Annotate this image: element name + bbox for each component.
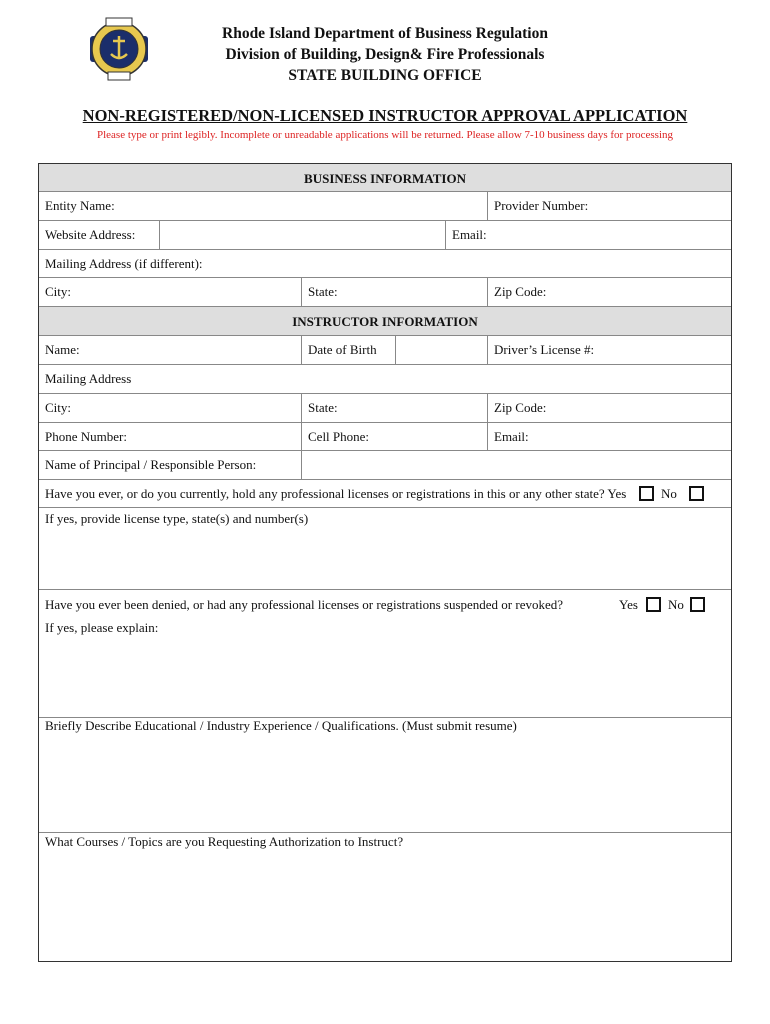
provider-number-field[interactable]: Provider Number: — [487, 192, 731, 220]
denied-yes-label: Yes — [619, 597, 638, 612]
principal-label: Name of Principal / Responsible Person: — [45, 457, 257, 472]
courses-area[interactable] — [39, 833, 731, 961]
cell-phone-field[interactable]: Cell Phone: — [301, 423, 487, 450]
qualifications-label: Briefly Describe Educational / Industry Experience / Qualifications. (Must submit resume) — [45, 718, 517, 733]
instructor-mailing-field[interactable]: Mailing Address — [45, 371, 132, 386]
license-no-label: No — [661, 486, 677, 501]
business-mailing-row — [39, 250, 731, 278]
instructor-city-row — [39, 394, 731, 423]
instructor-name-row — [39, 336, 731, 365]
denied-no-checkbox[interactable] — [690, 597, 705, 612]
form-title: NON-REGISTERED/NON-LICENSED INSTRUCTOR APPROVAL APPLICATION — [82, 106, 688, 125]
license-details-label: If yes, provide license type, state(s) and number(s) — [45, 511, 309, 526]
license-question-row — [39, 480, 731, 508]
denied-no-label: No — [668, 597, 684, 612]
qualifications-area[interactable] — [39, 718, 731, 833]
business-mailing-field[interactable]: Mailing Address (if different): — [45, 256, 203, 271]
license-yes-checkbox[interactable] — [639, 486, 654, 501]
business-section-header — [39, 164, 731, 192]
instructor-name-field[interactable]: Name: — [45, 342, 80, 357]
instructor-phone-row — [39, 423, 731, 451]
denied-yes-checkbox[interactable] — [646, 597, 661, 612]
dob-input[interactable] — [395, 336, 487, 364]
form-instructions: Please type or print legibly. Incomplete or unreadable applications will be returned. Please allow 7-10 business days for processing — [96, 129, 674, 141]
dob-label: Date of Birth — [301, 336, 395, 364]
website-input[interactable] — [159, 221, 445, 249]
denied-question-row — [39, 590, 731, 618]
office-name: STATE BUILDING OFFICE — [288, 67, 482, 84]
instructor-mailing-row — [39, 365, 731, 394]
business-city-field[interactable]: City: — [45, 284, 72, 299]
website-label: Website Address: — [45, 227, 136, 242]
principal-input[interactable] — [301, 451, 731, 479]
division-name: Division of Building, Design& Fire Professionals — [225, 46, 545, 63]
instructor-email-field[interactable]: Email: — [487, 423, 731, 450]
license-details-area[interactable] — [39, 508, 731, 590]
phone-number-field[interactable]: Phone Number: — [45, 429, 127, 444]
instructor-section-header — [39, 307, 731, 336]
denied-question-text: Have you ever been denied, or had any professional licenses or registrations suspended or revoked? — [45, 597, 564, 612]
principal-row — [39, 451, 731, 480]
courses-label: What Courses / Topics are you Requesting Authorization to Instruct? — [45, 834, 404, 849]
instructor-city-field[interactable]: City: — [45, 400, 72, 415]
instructor-section-title: INSTRUCTOR INFORMATION — [292, 314, 478, 329]
license-question-text: Have you ever, or do you currently, hold any professional licenses or registrations in this or any other state? Yes — [45, 486, 627, 501]
business-email-field[interactable]: Email: — [445, 221, 731, 249]
instructor-zip-field[interactable]: Zip Code: — [487, 394, 731, 422]
entity-name-field[interactable]: Entity Name: — [45, 198, 115, 213]
department-name: Rhode Island Department of Business Regulation — [222, 25, 548, 42]
business-section-title: BUSINESS INFORMATION — [304, 171, 466, 186]
application-form — [38, 163, 732, 962]
business-zip-field[interactable]: Zip Code: — [487, 278, 731, 306]
business-state-field[interactable]: State: — [301, 278, 487, 306]
instructor-state-field[interactable]: State: — [301, 394, 487, 422]
website-row — [39, 221, 731, 250]
license-no-checkbox[interactable] — [689, 486, 704, 501]
drivers-license-field[interactable]: Driver’s License #: — [487, 336, 731, 364]
denied-explanation-label: If yes, please explain: — [45, 620, 159, 635]
denied-explanation-area[interactable] — [39, 618, 731, 718]
business-city-row — [39, 278, 731, 307]
entity-row — [39, 192, 731, 221]
